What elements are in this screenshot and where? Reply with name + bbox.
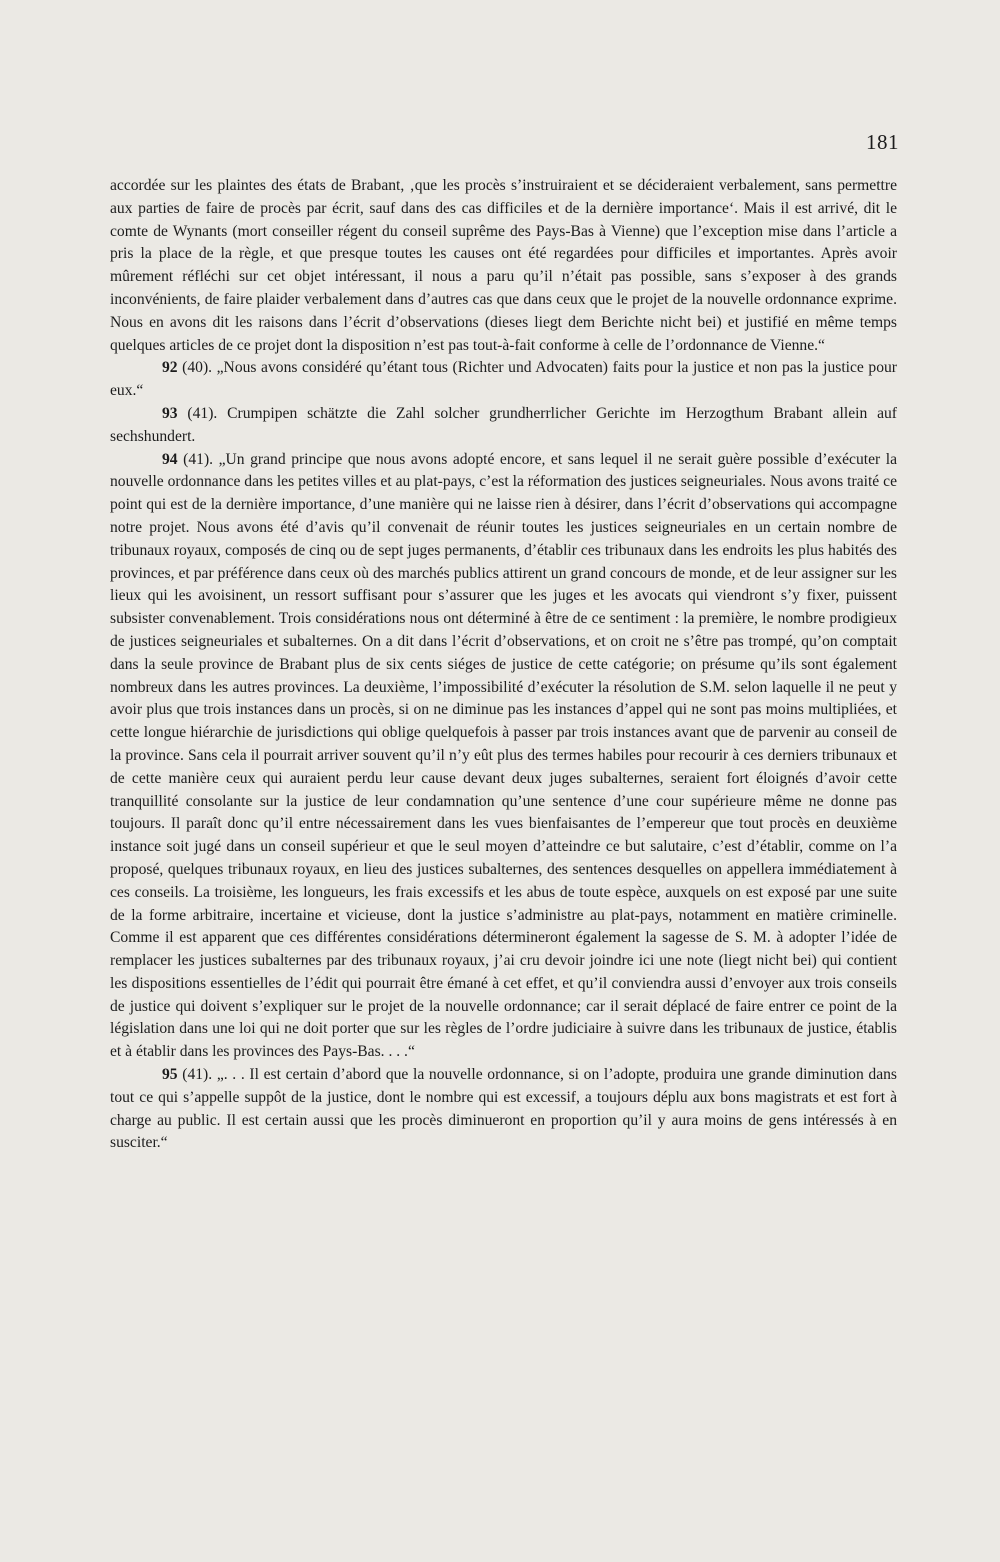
note-ref: (41). xyxy=(187,404,218,422)
note-ref: (41). xyxy=(183,450,214,468)
note-number: 93 xyxy=(162,404,178,422)
note-95 xyxy=(110,1064,897,1155)
note-text: „Nous avons considéré qu’étant tous (Richter und Advocaten) faits pour la justice et non pas la justice pour eux.“ xyxy=(110,359,898,400)
note-92 xyxy=(110,357,897,403)
paragraph-text: accordée sur les plaintes des états de Brabant, ‚que les procès s’instruiraient et se décideraient verbalement, sans permettre aux parties de faire de procès par écrit, sauf dans des cas difficiles et de la dernière importance‘. Mais il est arrivé, dit le comte de Wynants (mort conseiller régent du conseil suprême des Pays-Bas à Vienne) que l’exception mise dans l’article a pris la place de la règle, et que presque toutes les causes ont été regardées pour difficiles et importantes. Après avoir mûrement réfléchi sur cet objet intéressant, il nous a paru qu’il n’était pas possible, sans s’exposer à des grands inconvénients, de faire plaider verbalement dans d’autres cas que dans ceux que le projet de la nouvelle ordonnance exprime. Nous en avons dit les raisons dans l’écrit d’observations (dieses liegt dem Berichte nicht bei) et justifié en même temps quelques articles de ce projet dont la disposition n’est pas tout-à-fait conforme à celle de l’ordonnance de Vienne.“ xyxy=(110,177,897,354)
note-text: „Un grand principe que nous avons adopté encore, et sans lequel il ne serait guère possible d’exécuter la nouvelle ordonnance dans les petites villes et au plat-pays, c’est la réformation des justices seigneuriales. Nous avons traité ce point qui est de la dernière importance, d’une manière qui ne laisse rien à désirer, dans l’écrit d’observations qui accompagne notre projet. Nous avons été d’avis qu’il convenait de réunir toutes les justices seigneuriales en un certain nombre de tribunaux royaux, composés de cinq ou de sept juges permanents, d’établir ces tribunaux dans les endroits les plus habités des provinces, et par préférence dans ceux où des marchés publics attirent un grand concours de monde, et de leur assigner sur les lieux qui les avoisinent, un ressort suffisant pour s’assurer que les juges et les avocats qui viendront s’y fixer, puissent subsister convenablement. Trois considérations nous ont déterminé à être de ce sentiment : la première, le nombre prodigieux de justices seigneuriales et subalternes. On a dit dans l’écrit d’observations, et on croit ne s’être pas trompé, qu’on comptait dans la seule province de Brabant plus de six cents siéges de justice de cette catégorie; on présume qu’ils sont également nombreux dans les autres provinces. La deuxième, l’impossibilité d’exécuter la résolution de S.M. selon laquelle il ne peut y avoir plus que trois instances dans un procès, si on ne diminue pas les instances d’appel qui ne sont pas moins multipliées, et cette longue hiérarchie de jurisdictions qui oblige quelquefois à passer par trois instances avant que de parvenir au conseil de la province. Sans cela il pourrait arriver souvent qu’il n’y eût plus des termes habiles pour recourir à ces derniers tribunaux et de cette manière ceux qui auraient perdu leur cause devant deux juges subalternes, seraient fort éloignés d’avoir cette tranquillité consolante sur la justice de leur condamnation qu’une sentence d’une cour supérieure même ne donne pas toujours. Il paraît donc qu’il entre nécessairement dans les vues bienfaisantes de l’empereur que tout procès en deuxième instance soit jugé dans un conseil supérieur et que le seul moyen d’atteindre ce but salutaire, c’est d’établir, comme on l’a proposé, quelques tribunaux royaux, en lieu des justices subalternes, des sentences desquelles on appellera immédiatement à ces conseils. La troisième, les longueurs, les frais excessifs et les abus de toute espèce, auxquels on est exposé par une suite de la forme arbitraire, incertaine et vicieuse, dont la justice s’administre au plat-pays, notamment en matière criminelle. Comme il est apparent que ces différentes considérations détermineront également la sagesse de S. M. à adopter l’idée de remplacer les justices subalternes par des tribunaux royaux, j’ai cru devoir joindre ici une note (liegt nicht bei) qui contient les dispositions essentielles de l’édit qui pourrait être émané à cet effet, et qu’il conviendra aussi d’envoyer aux trois conseils de justice qui doivent s’expliquer sur le projet de la nouvelle ordonnance; car il serait déplacé de faire entrer ce point de la législation dans une loi qui ne doit porter que sur les règles de l’ordre judiciaire à suivre dans les tribunaux de justice, établis et à établir dans les provinces des Pays-Bas. . . .“ xyxy=(110,450,898,1061)
page-number: 181 xyxy=(866,130,899,154)
note-ref: (41). xyxy=(182,1066,213,1084)
note-text: „. . . Il est certain d’abord que la nouvelle ordonnance, si on l’adopte, produira une grande diminution dans tout ce qui s’appelle suppôt de la justice, dont le nombre qui est excessif, a toujours déplu aux bons magistrats et est fort à charge au public. Il est certain aussi que les procès diminueront en proportion qu’il y aura moins de gens intéressés à en susciter.“ xyxy=(110,1066,897,1152)
page-body xyxy=(110,175,897,1155)
note-text: Crumpipen schätzte die Zahl solcher grundherrlicher Gerichte im Herzogthum Brabant allein auf sechshundert. xyxy=(110,404,897,445)
note-ref: (40). xyxy=(182,359,213,377)
note-93 xyxy=(110,403,897,449)
paragraph-continuation xyxy=(110,175,897,357)
note-94 xyxy=(110,449,897,1065)
note-number: 95 xyxy=(162,1066,178,1084)
note-number: 92 xyxy=(162,359,178,377)
note-number: 94 xyxy=(162,450,178,468)
